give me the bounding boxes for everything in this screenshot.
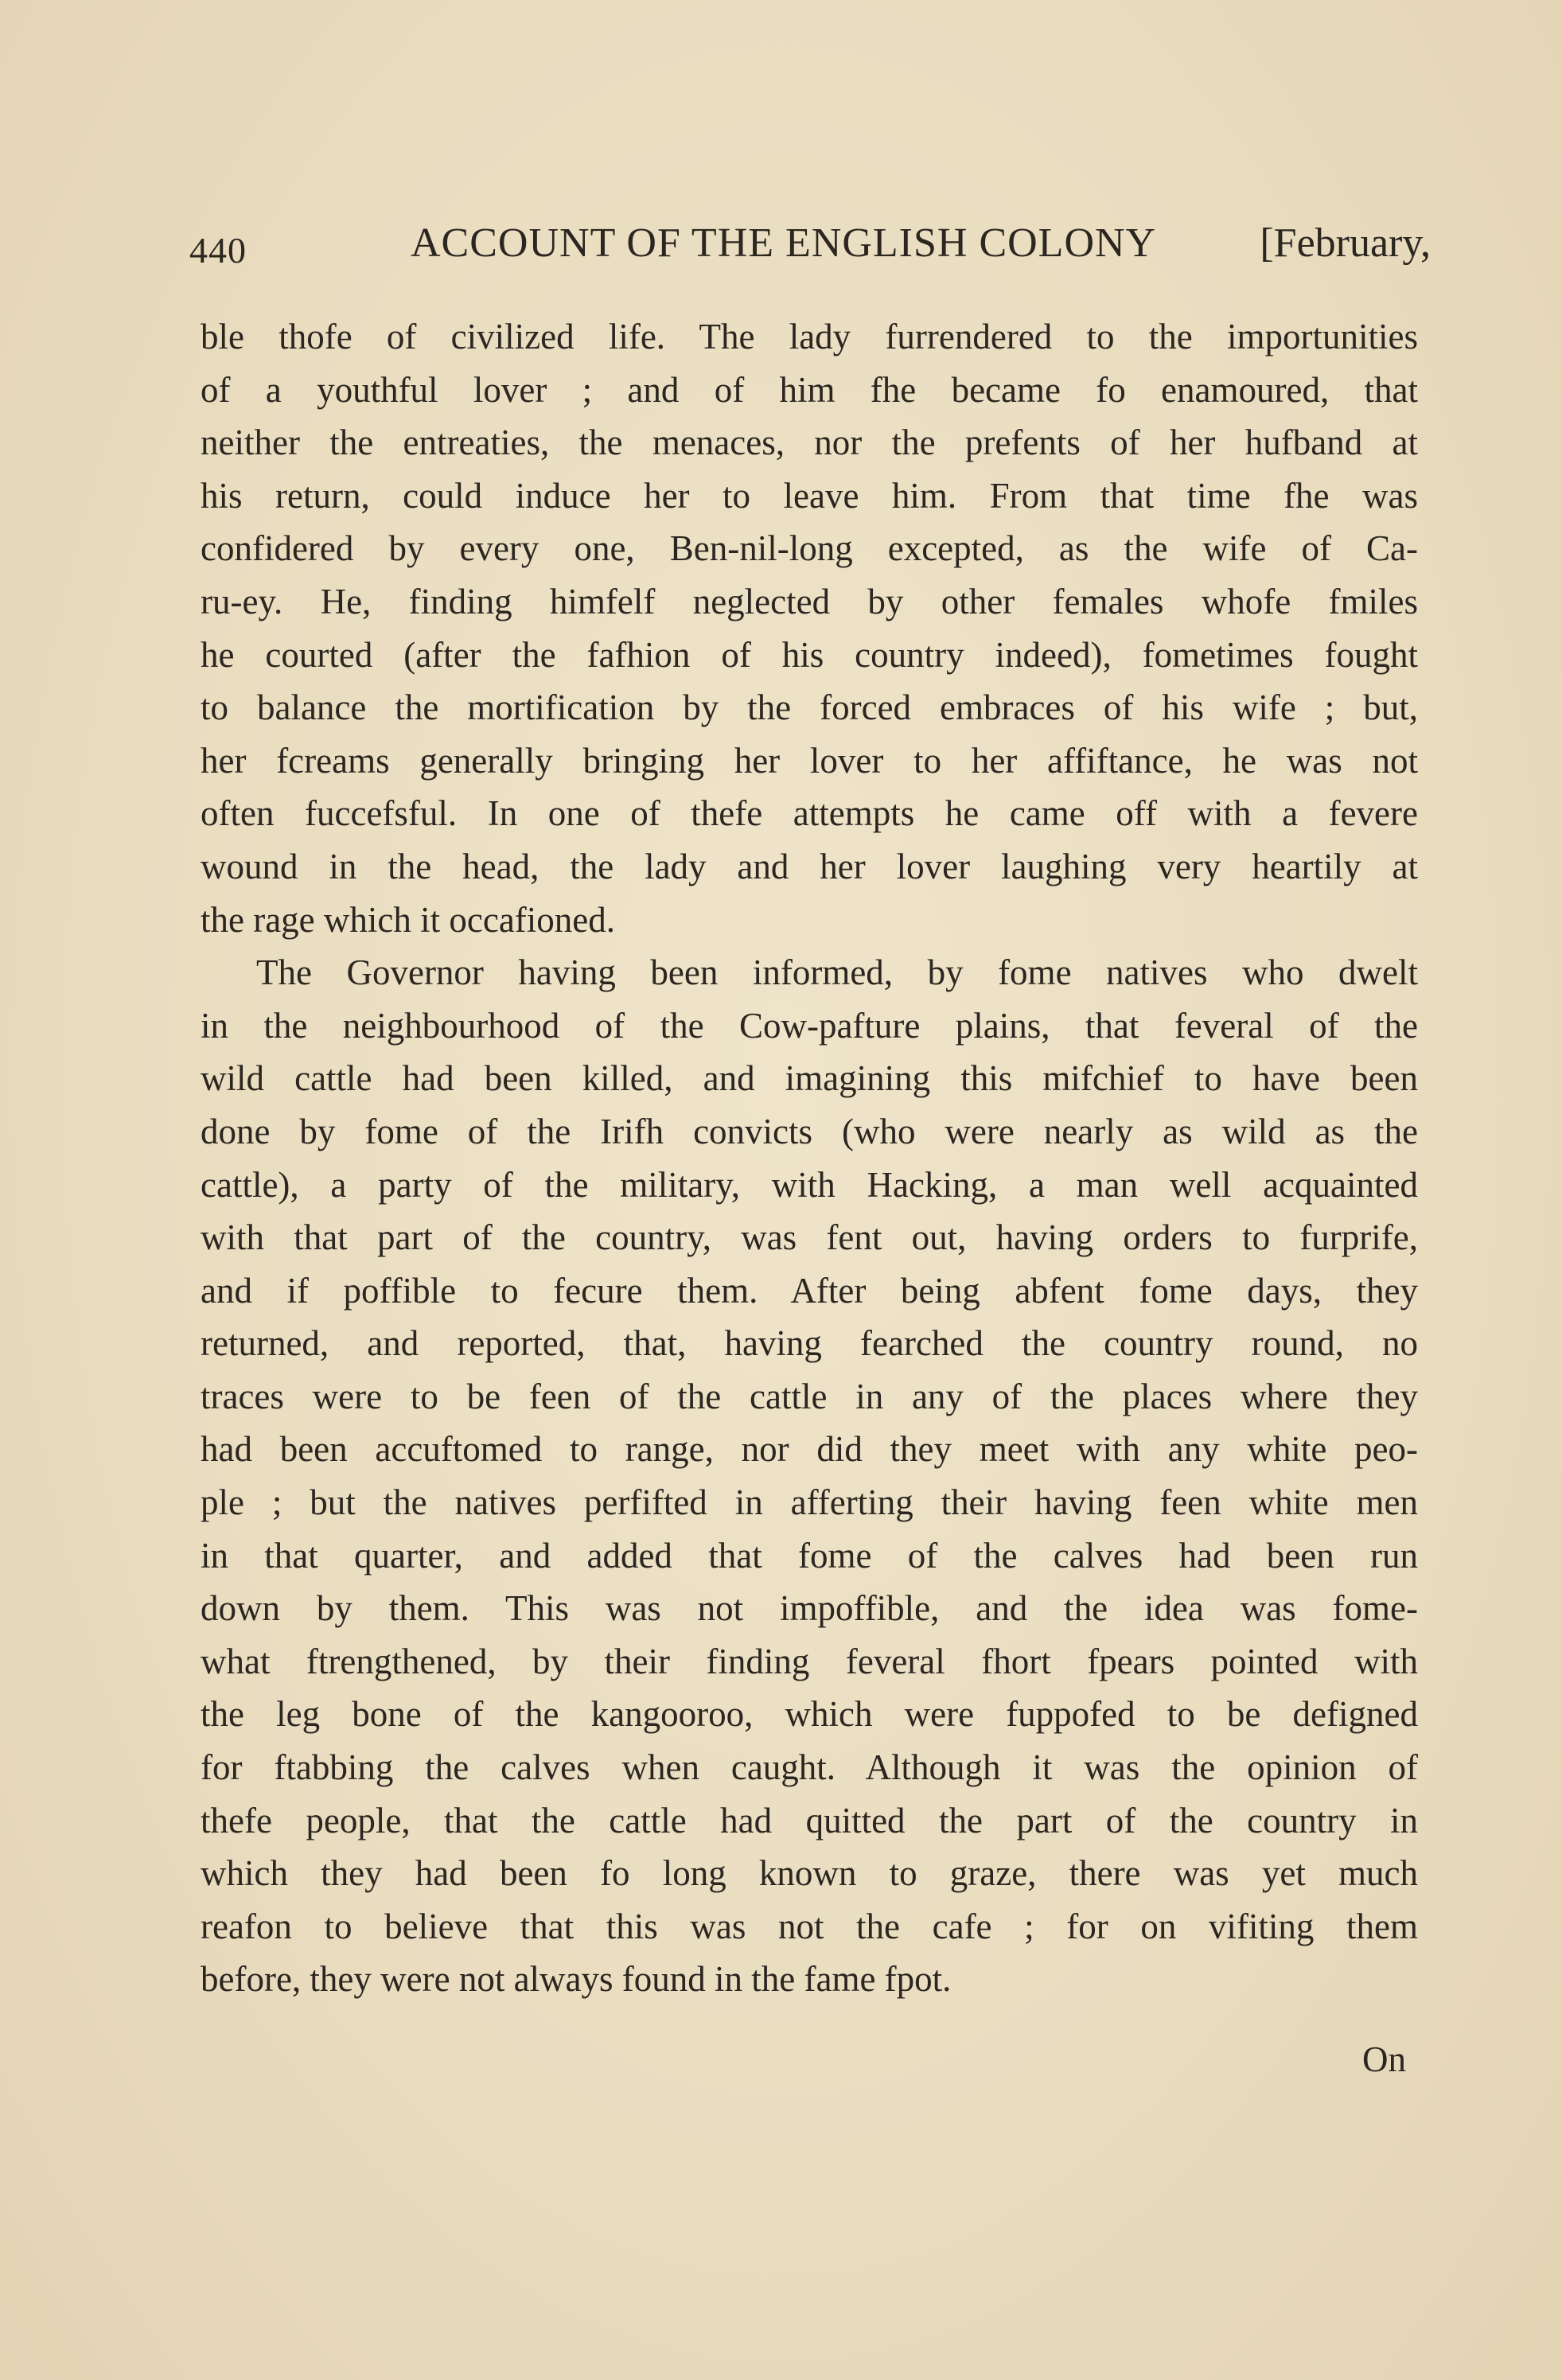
text-line: thefe people, that the cattle had quitted the part of the country in: [201, 1800, 1418, 1841]
text-line: confidered by every one, Ben-nil-long excepted, as the wife of Ca-: [201, 528, 1418, 569]
text-line: neither the entreaties, the menaces, nor the prefents of her hufband at: [201, 423, 1418, 463]
text-line: ble thofe of civilized life. The lady furrendered to the importunities: [201, 317, 1418, 356]
text-line: and if poffible to fecure them. After being abfent fome days, they: [201, 1270, 1418, 1311]
text-line: cattle), a party of the military, with Hacking, a man well acquainted: [201, 1164, 1418, 1205]
text-line: down by them. This was not impoffible, and the idea was fome-: [201, 1588, 1418, 1629]
text-line: he courted (after the fafhion of his country indeed), fometimes fought: [201, 634, 1418, 675]
text-line: what ftrengthened, by their finding feveral fhort fpears pointed with: [201, 1641, 1418, 1681]
catchword: On: [1362, 2039, 1406, 2079]
text-line: his return, could induce her to leave him. From that time fhe was: [201, 475, 1418, 516]
text-line: ple ; but the natives perfifted in afferting their having feen white men: [201, 1482, 1418, 1523]
page-number: 440: [189, 230, 247, 271]
text-line: in the neighbourhood of the Cow-pafture plains, that feveral of the: [201, 1005, 1418, 1046]
text-line: ru-ey. He, finding himfelf neglected by other females whofe fmiles: [201, 581, 1418, 621]
text-line: in that quarter, and added that fome of the calves had been run: [201, 1535, 1418, 1576]
text-line: the leg bone of the kangooroo, which were fuppofed to be defigned: [201, 1694, 1418, 1735]
text-line: wild cattle had been killed, and imagining this mifchief to have been: [201, 1058, 1418, 1099]
text-line: wound in the head, the lady and her lover laughing very heartily at: [201, 846, 1418, 886]
text-line: traces were to be feen of the cattle in any of the places where they: [201, 1376, 1418, 1416]
running-title: ACCOUNT OF THE ENGLISH COLONY: [411, 220, 1157, 266]
text-line: returned, and reported, that, having fearched the country round, no: [201, 1323, 1418, 1364]
text-line: for ftabbing the calves when caught. Although it was the opinion of: [201, 1747, 1418, 1788]
text-line: of a youthful lover ; and of him fhe became fo enamoured, that: [201, 369, 1418, 410]
paragraph-2: [201, 946, 1418, 2006]
paragraph-1: [201, 310, 1418, 946]
text-line: which they had been fo long known to graze, there was yet much: [201, 1853, 1418, 1894]
running-header: [189, 220, 1431, 283]
text-line: with that part of the country, was fent out, having orders to furprife,: [201, 1217, 1418, 1258]
text-line: the rage which it occafioned.: [201, 899, 616, 940]
text-line: to balance the mortification by the forced embraces of his wife ; but,: [201, 688, 1418, 728]
text-line: The Governor having been informed, by fome natives who dwelt: [256, 952, 1418, 993]
running-section: [February,: [1260, 220, 1431, 266]
text-line: reafon to believe that this was not the cafe ; for on vifiting them: [201, 1906, 1418, 1946]
text-line: done by fome of the Irifh convicts (who were nearly as wild as the: [201, 1111, 1418, 1151]
text-line: her fcreams generally bringing her lover to her affiftance, he was not: [201, 740, 1418, 781]
text-line: before, they were not always found in the fame fpot.: [201, 1959, 952, 2000]
text-line: often fuccefsful. In one of thefe attempts he came off with a fevere: [201, 793, 1418, 834]
body-text: [201, 310, 1418, 2006]
text-line: had been accuftomed to range, nor did they meet with any white peo-: [201, 1429, 1418, 1470]
